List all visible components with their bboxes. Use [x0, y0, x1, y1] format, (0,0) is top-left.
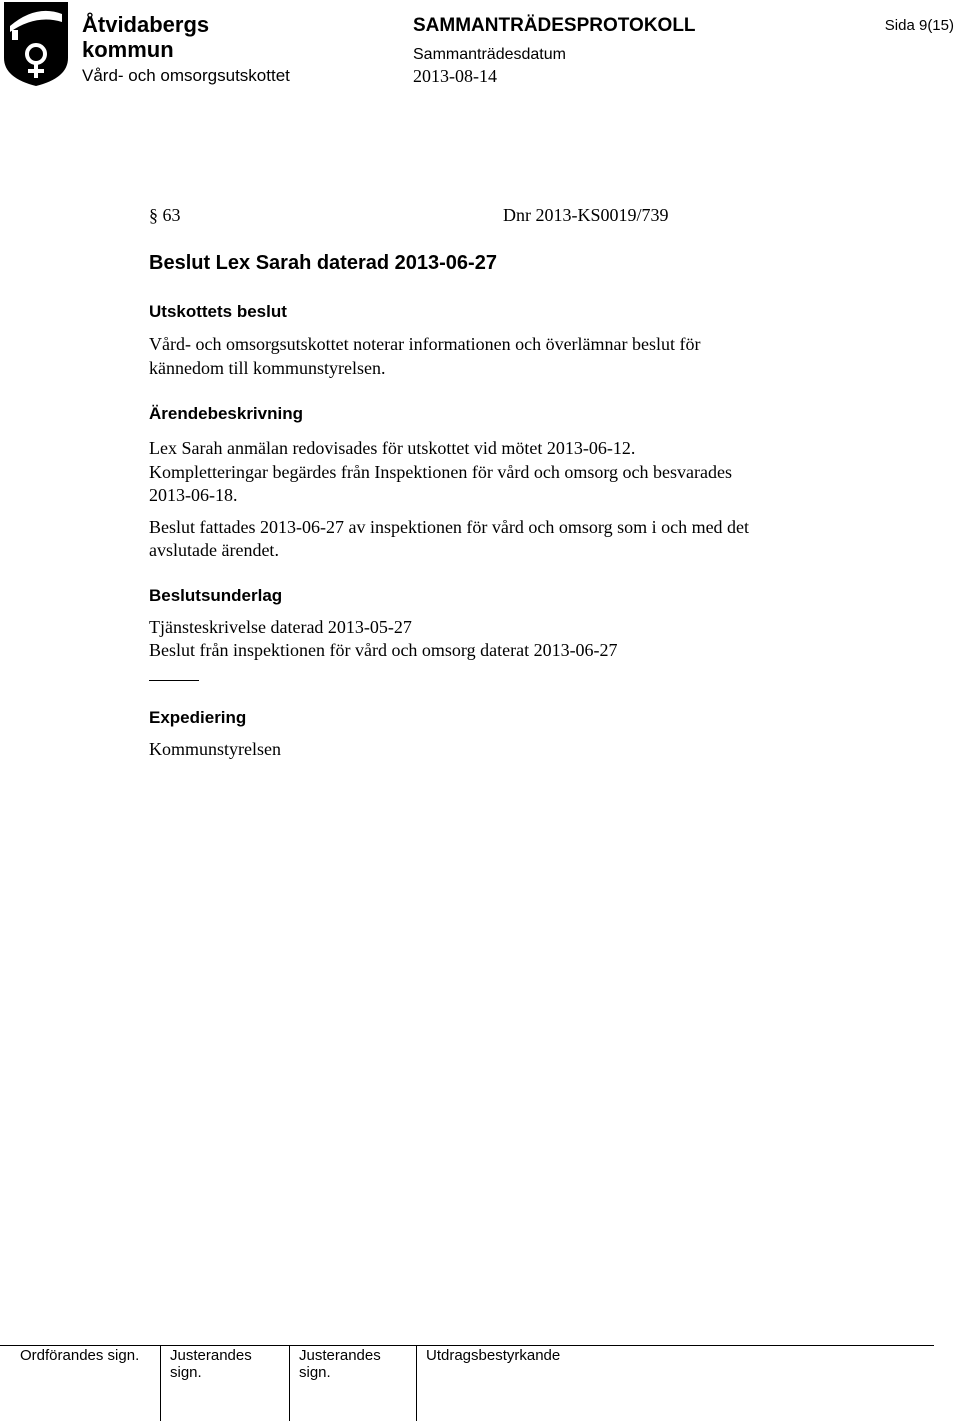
section-number: § 63	[149, 205, 181, 225]
page-number: Sida 9(15)	[884, 17, 954, 34]
description-line-5: avslutade ärendet.	[149, 540, 279, 560]
signature-adjuster2-label: Justerandes	[299, 1347, 381, 1364]
org-name-line2: kommun	[82, 37, 174, 62]
document-type: SAMMANTRÄDESPROTOKOLL	[413, 15, 696, 36]
description-line-2: Kompletteringar begärdes från Inspektionen för vård och omsorg och besvarades	[149, 462, 732, 482]
decision-line-2: kännedom till kommunstyrelsen.	[149, 358, 386, 378]
description-line-1: Lex Sarah anmälan redovisades för utskottet vid mötet 2013-06-12.	[149, 438, 636, 458]
basis-item-1: Tjänsteskrivelse daterad 2013-05-27	[149, 617, 412, 637]
separator-dash	[149, 680, 199, 681]
signature-certifier-label: Utdragsbestyrkande	[426, 1347, 561, 1364]
signature-chair-label: Ordförandes sign.	[20, 1347, 140, 1364]
municipal-crest-icon	[2, 0, 70, 88]
signature-top-line	[0, 1345, 934, 1346]
signature-adjuster1-sign: sign.	[170, 1364, 202, 1381]
description-line-4: Beslut fattades 2013-06-27 av inspektionen för vård och omsorg som i och med det	[149, 517, 750, 537]
date-label: Sammanträdesdatum	[413, 46, 566, 63]
case-title: Beslut Lex Sarah daterad 2013-06-27	[149, 252, 497, 274]
basis-item-2: Beslut från inspektionen för vård och omsorg daterat 2013-06-27	[149, 640, 618, 660]
decision-line-1: Vård- och omsorgsutskottet noterar informationen och överlämnar beslut för	[149, 334, 701, 354]
committee-name: Vård- och omsorgsutskottet	[82, 66, 290, 85]
case-dnr: Dnr 2013-KS0019/739	[503, 205, 669, 225]
description-line-3: 2013-06-18.	[149, 485, 238, 505]
date-value: 2013-08-14	[413, 66, 497, 86]
decision-heading: Utskottets beslut	[149, 302, 287, 321]
signature-divider	[289, 1345, 290, 1421]
signature-divider	[416, 1345, 417, 1421]
description-heading: Ärendebeskrivning	[149, 404, 303, 423]
org-name-line1: Åtvidabergs	[82, 12, 210, 37]
distribution-heading: Expediering	[149, 708, 247, 727]
basis-heading: Beslutsunderlag	[149, 586, 283, 605]
distribution-recipient: Kommunstyrelsen	[149, 739, 281, 759]
signature-divider	[160, 1345, 161, 1421]
signature-adjuster1-label: Justerandes	[170, 1347, 252, 1364]
signature-adjuster2-sign: sign.	[299, 1364, 331, 1381]
